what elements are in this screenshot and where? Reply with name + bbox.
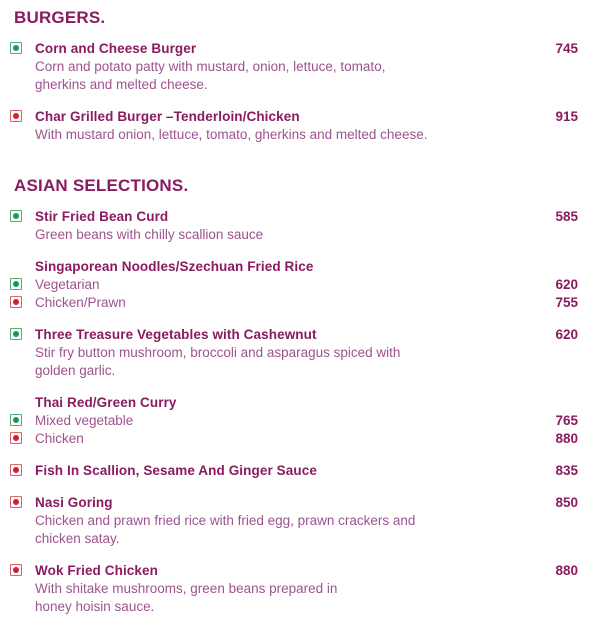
- variant-row: [10, 430, 578, 448]
- menu-item: [10, 208, 578, 244]
- section-items: [10, 208, 578, 616]
- item-name: Wok Fried Chicken: [35, 563, 158, 578]
- description-line: Corn and potato patty with mustard, onion, lettuce, tomato,: [35, 59, 386, 74]
- variant-price: 620: [555, 277, 578, 292]
- description-line: chicken satay.: [35, 531, 120, 546]
- description-lines: [35, 580, 514, 616]
- veg-marker-icon: [10, 278, 22, 290]
- marker-cell: [10, 108, 35, 122]
- description-lines: [35, 226, 514, 244]
- group-name: Thai Red/Green Curry: [35, 395, 177, 410]
- menu-item: [10, 562, 578, 616]
- marker-cell-empty: [10, 394, 35, 396]
- item-description: [10, 512, 578, 548]
- group-variants: [10, 412, 578, 448]
- item-description: [10, 126, 578, 144]
- variant-price: 765: [555, 413, 578, 428]
- veg-marker-icon: [10, 210, 22, 222]
- variant-label: Vegetarian: [35, 277, 100, 292]
- marker-cell: [10, 430, 35, 444]
- marker-cell: [10, 562, 35, 576]
- menu-item-row: [10, 40, 578, 58]
- menu-item: [10, 462, 578, 480]
- section-items: [10, 40, 578, 144]
- item-name: Char Grilled Burger –Tenderloin/Chicken: [35, 109, 300, 124]
- item-price: 745: [555, 41, 578, 56]
- item-name: Three Treasure Vegetables with Cashewnut: [35, 327, 317, 342]
- veg-marker-icon: [10, 42, 22, 54]
- item-description: [10, 580, 578, 616]
- menu-section: [10, 8, 578, 144]
- item-name: Fish In Scallion, Sesame And Ginger Sauce: [35, 463, 317, 478]
- menu-item-row: [10, 326, 578, 344]
- marker-cell: [10, 40, 35, 54]
- marker-cell: [10, 462, 35, 476]
- menu-item: [10, 494, 578, 548]
- menu-item-row: [10, 462, 578, 480]
- nonveg-marker-icon: [10, 296, 22, 308]
- item-price: 850: [555, 495, 578, 510]
- variant-label: Chicken/Prawn: [35, 295, 126, 310]
- menu-section: [10, 176, 578, 616]
- menu-item-row: [10, 494, 578, 512]
- menu-item-row: [10, 208, 578, 226]
- description-line: With shitake mushrooms, green beans prepared in: [35, 581, 338, 596]
- description-line: With mustard onion, lettuce, tomato, gherkins and melted cheese.: [35, 127, 428, 142]
- item-description: [10, 226, 578, 244]
- veg-marker-icon: [10, 414, 22, 426]
- variant-label: Mixed vegetable: [35, 413, 134, 428]
- nonveg-marker-icon: [10, 564, 22, 576]
- variant-price: 880: [555, 431, 578, 446]
- variant-price: 755: [555, 295, 578, 310]
- description-line: Stir fry button mushroom, broccoli and asparagus spiced with: [35, 345, 401, 360]
- nonveg-marker-icon: [10, 496, 22, 508]
- marker-cell: [10, 294, 35, 308]
- variant-row: [10, 294, 578, 312]
- menu-item-row: [10, 562, 578, 580]
- item-name: Corn and Cheese Burger: [35, 41, 197, 56]
- variant-row: [10, 276, 578, 294]
- item-name: Nasi Goring: [35, 495, 113, 510]
- nonveg-marker-icon: [10, 432, 22, 444]
- nonveg-marker-icon: [10, 110, 22, 122]
- group-name: Singaporean Noodles/Szechuan Fried Rice: [35, 259, 314, 274]
- description-lines: [35, 512, 514, 548]
- description-lines: [35, 344, 514, 380]
- variant-row: [10, 412, 578, 430]
- item-description: [10, 344, 578, 380]
- description-lines: [35, 58, 514, 94]
- marker-cell: [10, 326, 35, 340]
- menu-item-row: [10, 108, 578, 126]
- menu-item: [10, 40, 578, 94]
- marker-cell: [10, 412, 35, 426]
- description-line: golden garlic.: [35, 363, 116, 378]
- variant-label: Chicken: [35, 431, 84, 446]
- group-name-row: [10, 258, 578, 276]
- description-line: honey hoisin sauce.: [35, 599, 155, 614]
- menu-item: [10, 326, 578, 380]
- menu-item: [10, 108, 578, 144]
- group-variants: [10, 276, 578, 312]
- marker-cell: [10, 208, 35, 222]
- item-price: 620: [555, 327, 578, 342]
- marker-cell: [10, 494, 35, 508]
- group-name-row: [10, 394, 578, 412]
- item-price: 915: [555, 109, 578, 124]
- item-price: 835: [555, 463, 578, 478]
- item-description: [10, 58, 578, 94]
- description-line: Chicken and prawn fried rice with fried egg, prawn crackers and: [35, 513, 416, 528]
- description-line: Green beans with chilly scallion sauce: [35, 227, 264, 242]
- marker-cell: [10, 276, 35, 290]
- menu-item-group: [10, 258, 578, 312]
- item-price: 880: [555, 563, 578, 578]
- marker-cell-empty: [10, 258, 35, 260]
- menu-item-group: [10, 394, 578, 448]
- veg-marker-icon: [10, 328, 22, 340]
- description-lines: [35, 126, 514, 144]
- description-line: gherkins and melted cheese.: [35, 77, 208, 92]
- section-title: ASIAN SELECTIONS.: [14, 176, 189, 195]
- item-price: 585: [555, 209, 578, 224]
- section-title: BURGERS.: [14, 8, 106, 27]
- nonveg-marker-icon: [10, 464, 22, 476]
- item-name: Stir Fried Bean Curd: [35, 209, 169, 224]
